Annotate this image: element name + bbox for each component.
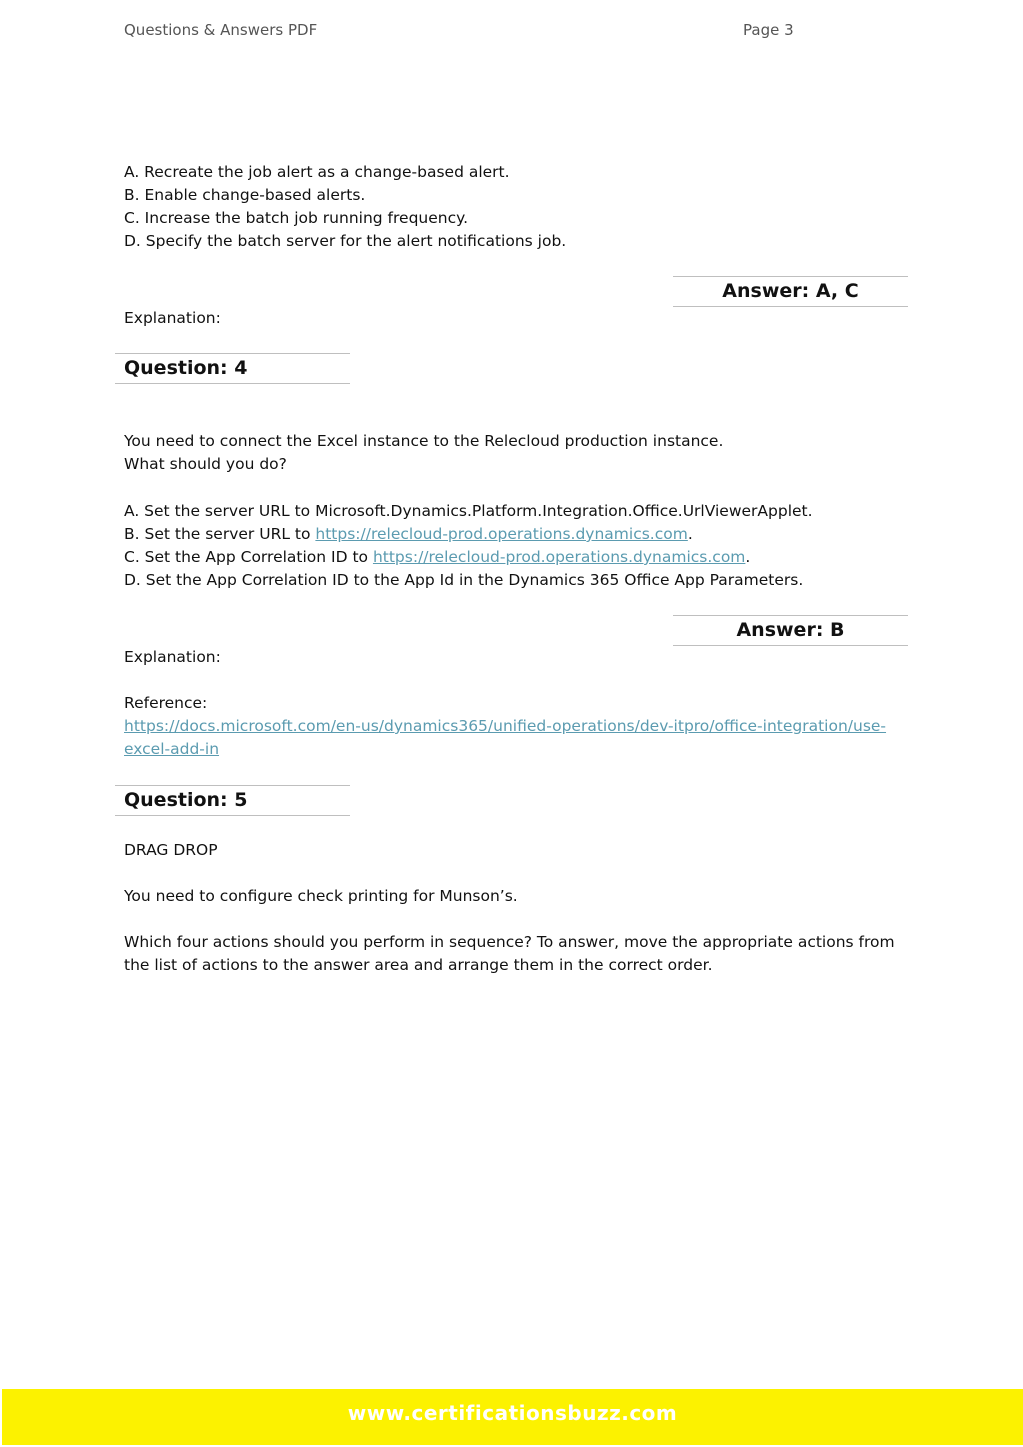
q3-option-a: A. Recreate the job alert as a change-based alert. (124, 163, 510, 181)
footer-banner (2, 1389, 1023, 1445)
q4-stem-line-2: What should you do? (124, 455, 287, 473)
page-number: Page 3 (743, 21, 794, 39)
q4-reference-link-line-1[interactable] (124, 715, 886, 738)
q3-option-b: B. Enable change-based alerts. (124, 186, 366, 204)
reference-link-continued[interactable]: excel-add-in (124, 740, 220, 758)
q4-answer: Answer: B (736, 619, 845, 641)
q4-heading-box (115, 353, 350, 384)
q4-answer-box (673, 615, 908, 646)
header-title: Questions & Answers PDF (124, 21, 318, 39)
q4-option-b (124, 523, 693, 546)
q3-option-c: C. Increase the batch job running frequency. (124, 209, 469, 227)
reference-link[interactable]: https://docs.microsoft.com/en-us/dynamics365/unified-operations/dev-itpro/office-integration/use- (124, 717, 887, 735)
q4-option-b-suffix: . (687, 525, 693, 543)
q3-answer: Answer: A, C (722, 280, 859, 302)
q5-type: DRAG DROP (124, 841, 218, 859)
q4-stem-line-1: You need to connect the Excel instance to the Relecloud production instance. (124, 432, 724, 450)
q4-option-c (124, 546, 750, 569)
q5-instruction-line-1: Which four actions should you perform in sequence? To answer, move the appropriate actions from (124, 933, 895, 951)
q5-heading-box (115, 785, 350, 816)
q5-stem: You need to configure check printing for Munson’s. (124, 887, 518, 905)
q4-option-a: A. Set the server URL to Microsoft.Dynamics.Platform.Integration.Office.UrlViewerApplet. (124, 502, 813, 520)
q5-title: Question: 5 (124, 789, 248, 811)
q4-option-c-suffix: . (745, 548, 751, 566)
footer-url[interactable]: www.certificationsbuzz.com (347, 1401, 678, 1425)
q4-option-d: D. Set the App Correlation ID to the App Id in the Dynamics 365 Office App Parameters. (124, 571, 804, 589)
q3-option-d: D. Specify the batch server for the alert notifications job. (124, 232, 567, 250)
q4-option-c-text: C. Set the App Correlation ID to (124, 548, 373, 566)
q5-instruction-line-2: the list of actions to the answer area and arrange them in the correct order. (124, 956, 713, 974)
q3-explanation: Explanation: (124, 309, 221, 327)
q4-option-b-link[interactable]: https://relecloud-prod.operations.dynamics.com (315, 525, 688, 543)
q4-reference-label: Reference: (124, 694, 208, 712)
q4-explanation: Explanation: (124, 648, 221, 666)
q4-title: Question: 4 (124, 357, 248, 379)
q4-option-b-text: B. Set the server URL to (124, 525, 316, 543)
q4-option-c-link[interactable]: https://relecloud-prod.operations.dynamics.com (372, 548, 746, 566)
q3-answer-box (673, 276, 908, 307)
q4-reference-link-line-2[interactable] (124, 738, 219, 761)
